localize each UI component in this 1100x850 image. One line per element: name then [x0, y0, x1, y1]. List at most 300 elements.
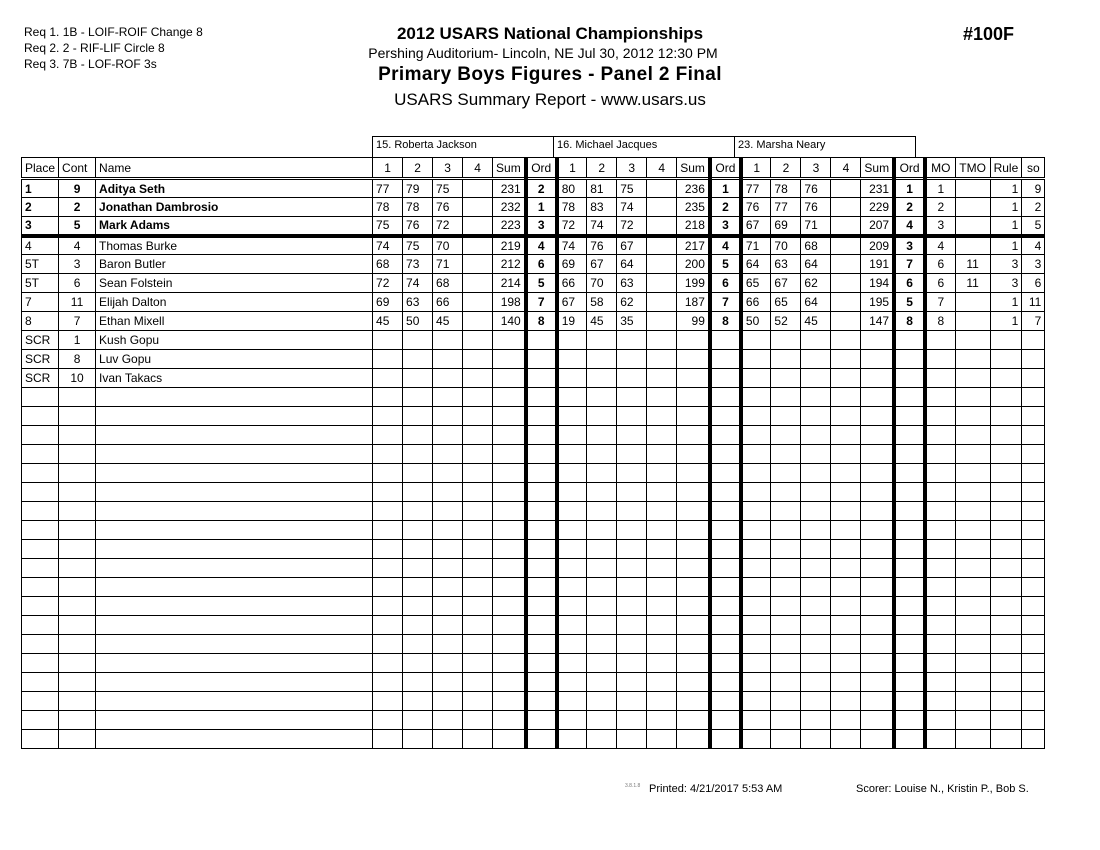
judge-1-ordinal: [526, 426, 557, 445]
rule-cell: [990, 635, 1022, 654]
contestant-number-cell: 2: [59, 198, 96, 217]
place-cell: [22, 559, 59, 578]
judge-1-sum: [493, 464, 526, 483]
judge-1-score-2: 73: [403, 255, 433, 274]
total-majority-ordinal-cell: [955, 350, 990, 369]
judge-2-score-4: [647, 711, 677, 730]
judge-2-score-4: [647, 521, 677, 540]
judge-1-sum: [493, 559, 526, 578]
skater-name-cell: [96, 635, 373, 654]
blank-row: [22, 407, 1045, 426]
skater-row: [22, 236, 1045, 255]
rule-cell: [990, 730, 1022, 749]
skater-name-cell: [96, 616, 373, 635]
majority-ordinal-cell: [925, 369, 955, 388]
judge-1-score-3: [433, 407, 463, 426]
rule-cell: [990, 616, 1022, 635]
judge-3-sum: [861, 426, 894, 445]
contestant-number-cell: 6: [59, 274, 96, 293]
total-majority-ordinal-cell: [955, 540, 990, 559]
majority-ordinal-cell: [925, 711, 955, 730]
majority-ordinal-cell: [925, 692, 955, 711]
judge-3-score-2: [771, 445, 801, 464]
skater-name-cell: Mark Adams: [96, 217, 373, 236]
judge-3-score-2: 77: [771, 198, 801, 217]
judge-2-sum: [677, 597, 710, 616]
total-majority-ordinal-cell: [955, 578, 990, 597]
judge-3-score-1: 65: [741, 274, 771, 293]
judge-3-score-4: [831, 483, 861, 502]
judge-2-score-1: [557, 578, 587, 597]
judge-2-ordinal: 3: [710, 217, 741, 236]
judge-1-score-3: [433, 521, 463, 540]
judge-1-score-2: [403, 464, 433, 483]
blank-row: [22, 521, 1045, 540]
judge-1-score-3: [433, 388, 463, 407]
judge-3-score-3: [801, 730, 831, 749]
skate-order-cell: [1022, 445, 1045, 464]
judge-1-sum: 231: [493, 179, 526, 198]
judge-2-score-4: [647, 502, 677, 521]
judge-1-score-4: [463, 255, 493, 274]
judge-2-sum: [677, 673, 710, 692]
judge-2-score-3: 67: [617, 236, 647, 255]
judge-1-score-4: [463, 654, 493, 673]
contestant-number-cell: [59, 445, 96, 464]
contestant-number-cell: [59, 502, 96, 521]
skate-order-cell: [1022, 578, 1045, 597]
judge-1-score-3: [433, 464, 463, 483]
judge-1-score-2: [403, 426, 433, 445]
judge-2-ordinal: [710, 540, 741, 559]
judge-1-score-4: [463, 293, 493, 312]
judge-1-score-1: [373, 635, 403, 654]
judge-2-ordinal: 1: [710, 179, 741, 198]
judge-1-score-2: 76: [403, 217, 433, 236]
skater-name-cell: [96, 730, 373, 749]
judge-3-ordinal: [894, 578, 925, 597]
software-version: 3.8.1.8: [625, 783, 641, 789]
judge-1-score-4: [463, 426, 493, 445]
judge-2-ordinal: [710, 350, 741, 369]
skater-name-cell: [96, 483, 373, 502]
judge-3-ordinal: [894, 407, 925, 426]
judge-1-sum: [493, 730, 526, 749]
judge-1-ordinal: [526, 578, 557, 597]
judge-3-score-3: [801, 692, 831, 711]
judge-3-ordinal: 3: [894, 236, 925, 255]
judge-1-score-4: [463, 578, 493, 597]
judge-3-score-3: 76: [801, 198, 831, 217]
skater-name-cell: [96, 464, 373, 483]
col-header-score-2: 2: [771, 158, 801, 179]
skate-order-cell: [1022, 597, 1045, 616]
judge-2-score-4: [647, 692, 677, 711]
judge-3-score-1: [741, 502, 771, 521]
judge-1-score-3: [433, 540, 463, 559]
total-majority-ordinal-cell: 11: [955, 274, 990, 293]
judge-3-sum: 209: [861, 236, 894, 255]
judge-1-sum: [493, 521, 526, 540]
rule-cell: 1: [990, 293, 1022, 312]
judge-2-sum: [677, 578, 710, 597]
judge-1-score-4: [463, 350, 493, 369]
judge-1-ordinal: [526, 692, 557, 711]
judge-3-score-4: [831, 692, 861, 711]
judge-1-score-1: [373, 654, 403, 673]
col-header-score-2: 2: [587, 158, 617, 179]
judge-3-score-4: [831, 635, 861, 654]
rule-cell: [990, 445, 1022, 464]
judge-2-score-3: [617, 369, 647, 388]
contestant-number-cell: [59, 521, 96, 540]
judge-2-score-2: 76: [587, 236, 617, 255]
place-cell: [22, 483, 59, 502]
judge-3-sum: [861, 502, 894, 521]
judge-2-ordinal: 7: [710, 293, 741, 312]
judge-3-ordinal: 4: [894, 217, 925, 236]
total-majority-ordinal-cell: [955, 521, 990, 540]
skater-name-cell: [96, 654, 373, 673]
judge-3-ordinal: [894, 369, 925, 388]
judge-1-ordinal: [526, 445, 557, 464]
judge-3-score-1: 64: [741, 255, 771, 274]
judge-2-ordinal: [710, 730, 741, 749]
majority-ordinal-cell: [925, 730, 955, 749]
judge-1-score-4: [463, 483, 493, 502]
judge-3-score-2: 65: [771, 293, 801, 312]
judge-2-score-2: [587, 578, 617, 597]
championship-title: 2012 USARS National Championships: [396, 24, 704, 43]
judge-1-score-4: [463, 559, 493, 578]
judge-3-score-1: [741, 521, 771, 540]
skate-order-cell: [1022, 521, 1045, 540]
judge-1-score-4: [463, 445, 493, 464]
blank-row: [22, 540, 1045, 559]
judge-1-score-3: 70: [433, 236, 463, 255]
judge-1-score-2: [403, 502, 433, 521]
judge-1-score-2: [403, 350, 433, 369]
judge-2-ordinal: [710, 464, 741, 483]
judge-3-score-2: 63: [771, 255, 801, 274]
judge-3-ordinal: [894, 635, 925, 654]
judge-3-score-4: [831, 445, 861, 464]
judge-3-score-4: [831, 521, 861, 540]
skater-row: [22, 217, 1045, 236]
judge-3-sum: [861, 521, 894, 540]
skate-order-cell: [1022, 692, 1045, 711]
skate-order-cell: [1022, 616, 1045, 635]
majority-ordinal-cell: [925, 388, 955, 407]
place-cell: [22, 597, 59, 616]
rule-cell: [990, 559, 1022, 578]
skater-name-cell: Sean Folstein: [96, 274, 373, 293]
judge-1-score-1: [373, 692, 403, 711]
judge-3-sum: [861, 616, 894, 635]
judge-1-score-2: [403, 407, 433, 426]
judge-2-sum: [677, 369, 710, 388]
judge-3-ordinal: [894, 692, 925, 711]
majority-ordinal-cell: [925, 635, 955, 654]
judge-2-sum: [677, 388, 710, 407]
place-cell: [22, 616, 59, 635]
blank-row: [22, 673, 1045, 692]
judge-3-score-4: [831, 711, 861, 730]
judge-1-ordinal: [526, 673, 557, 692]
judge-3-score-1: [741, 483, 771, 502]
rule-cell: [990, 502, 1022, 521]
total-majority-ordinal-cell: [955, 692, 990, 711]
judge-2-ordinal: [710, 445, 741, 464]
judge-2-ordinal: 4: [710, 236, 741, 255]
judge-2-score-3: [617, 616, 647, 635]
place-cell: [22, 654, 59, 673]
col-header-score-4: 4: [647, 158, 677, 179]
judge-3-score-3: [801, 426, 831, 445]
judge-3-score-2: [771, 730, 801, 749]
contestant-number-cell: 1: [59, 331, 96, 350]
judge-3-score-4: [831, 540, 861, 559]
requirement-3: Req 3. 7B - LOF-ROF 3s: [24, 57, 157, 71]
judge-2-ordinal: [710, 521, 741, 540]
judge-2-score-2: [587, 673, 617, 692]
rule-cell: [990, 483, 1022, 502]
total-majority-ordinal-cell: 11: [955, 255, 990, 274]
judge-1-ordinal: [526, 407, 557, 426]
skate-order-cell: [1022, 369, 1045, 388]
skate-order-cell: [1022, 711, 1045, 730]
judge-2-score-1: [557, 616, 587, 635]
majority-ordinal-cell: 1: [925, 179, 955, 198]
judge-3-score-3: 71: [801, 217, 831, 236]
col-header-ord: Ord: [526, 158, 557, 179]
judge-3-score-2: [771, 426, 801, 445]
judge-1-score-1: [373, 673, 403, 692]
judge-1-score-1: [373, 521, 403, 540]
place-cell: [22, 711, 59, 730]
contestant-number-cell: [59, 407, 96, 426]
judge-3-score-3: 76: [801, 179, 831, 198]
judge-1-ordinal: [526, 711, 557, 730]
majority-ordinal-cell: 7: [925, 293, 955, 312]
judge-1-score-2: [403, 673, 433, 692]
judge-2-score-3: [617, 521, 647, 540]
contestant-number-cell: [59, 730, 96, 749]
judge-2-score-2: [587, 635, 617, 654]
judge-2-score-2: [587, 711, 617, 730]
judge-2-score-1: 67: [557, 293, 587, 312]
col-header-score-1: 1: [373, 158, 403, 179]
judge-3-ordinal: [894, 464, 925, 483]
judge-3-score-3: 64: [801, 293, 831, 312]
judge-1-score-1: [373, 331, 403, 350]
judge-1-score-1: 72: [373, 274, 403, 293]
judge-2-score-1: [557, 483, 587, 502]
judge-2-score-4: [647, 673, 677, 692]
skater-name-cell: Luv Gopu: [96, 350, 373, 369]
judge-3-score-2: 78: [771, 179, 801, 198]
judge-3-score-1: [741, 540, 771, 559]
judge-2-score-1: [557, 540, 587, 559]
blank-row: [22, 502, 1045, 521]
judge-2-score-1: 74: [557, 236, 587, 255]
judge-3-ordinal: 5: [894, 293, 925, 312]
judge-1-score-4: [463, 388, 493, 407]
judge-3-score-1: [741, 673, 771, 692]
skate-order-cell: [1022, 407, 1045, 426]
judge-3-score-2: [771, 502, 801, 521]
judge-3-ordinal: [894, 350, 925, 369]
judge-2-sum: [677, 540, 710, 559]
judge-3-sum: 191: [861, 255, 894, 274]
contestant-number-cell: 5: [59, 217, 96, 236]
judge-3-score-3: 64: [801, 255, 831, 274]
judge-2-score-1: [557, 730, 587, 749]
judge-3-ordinal: [894, 521, 925, 540]
judge-2-score-3: [617, 407, 647, 426]
judge-3-score-2: [771, 464, 801, 483]
judge-2-score-3: 63: [617, 274, 647, 293]
place-cell: 4: [22, 236, 59, 255]
judge-header-1: 15. Roberta Jackson: [372, 136, 554, 157]
judge-1-score-1: 45: [373, 312, 403, 331]
judge-1-sum: 198: [493, 293, 526, 312]
contestant-number-cell: [59, 483, 96, 502]
skate-order-cell: [1022, 350, 1045, 369]
judge-2-score-1: [557, 692, 587, 711]
judge-1-score-2: [403, 654, 433, 673]
judge-1-score-4: [463, 464, 493, 483]
contestant-number-cell: [59, 654, 96, 673]
place-cell: SCR: [22, 369, 59, 388]
judge-3-score-4: [831, 464, 861, 483]
judge-2-score-3: [617, 540, 647, 559]
judge-2-score-1: 69: [557, 255, 587, 274]
judge-3-score-4: [831, 236, 861, 255]
judge-1-score-3: 68: [433, 274, 463, 293]
judge-2-score-2: [587, 692, 617, 711]
judge-1-score-3: [433, 502, 463, 521]
place-cell: [22, 635, 59, 654]
col-header-mo: MO: [925, 158, 955, 179]
judge-1-score-2: [403, 369, 433, 388]
majority-ordinal-cell: 2: [925, 198, 955, 217]
judge-1-ordinal: 2: [526, 179, 557, 198]
judge-2-sum: [677, 426, 710, 445]
judge-1-score-1: 69: [373, 293, 403, 312]
event-name: Primary Boys Figures - Panel 2 Final: [378, 64, 722, 85]
judge-3-score-3: [801, 369, 831, 388]
judge-2-score-4: [647, 635, 677, 654]
contestant-number-cell: [59, 692, 96, 711]
judge-1-score-4: [463, 179, 493, 198]
judge-3-ordinal: [894, 445, 925, 464]
judge-2-score-1: [557, 521, 587, 540]
judge-2-score-4: [647, 616, 677, 635]
judge-3-score-4: [831, 179, 861, 198]
judge-1-score-4: [463, 597, 493, 616]
judge-2-ordinal: [710, 388, 741, 407]
judge-2-score-4: [647, 388, 677, 407]
skater-row: [22, 198, 1045, 217]
judge-2-ordinal: [710, 711, 741, 730]
judge-2-ordinal: [710, 673, 741, 692]
printed-timestamp: Printed: 4/21/2017 5:53 AM: [649, 783, 783, 795]
judge-2-sum: [677, 483, 710, 502]
judge-3-sum: [861, 692, 894, 711]
judge-2-score-2: [587, 331, 617, 350]
blank-row: [22, 616, 1045, 635]
rule-cell: 1: [990, 312, 1022, 331]
judge-3-score-4: [831, 578, 861, 597]
total-majority-ordinal-cell: [955, 445, 990, 464]
judge-2-score-4: [647, 540, 677, 559]
judge-1-sum: [493, 502, 526, 521]
judge-2-sum: [677, 692, 710, 711]
contestant-number-cell: [59, 578, 96, 597]
skater-row: [22, 179, 1045, 198]
judge-3-ordinal: [894, 559, 925, 578]
contestant-number-cell: 4: [59, 236, 96, 255]
judge-3-ordinal: 6: [894, 274, 925, 293]
judge-3-score-1: [741, 464, 771, 483]
judge-2-score-3: [617, 464, 647, 483]
judge-3-score-2: [771, 654, 801, 673]
judge-2-sum: [677, 502, 710, 521]
judge-1-score-4: [463, 198, 493, 217]
judge-1-score-4: [463, 730, 493, 749]
majority-ordinal-cell: [925, 445, 955, 464]
judge-3-score-1: 66: [741, 293, 771, 312]
judge-2-sum: 200: [677, 255, 710, 274]
judge-2-score-1: [557, 464, 587, 483]
rule-cell: 1: [990, 236, 1022, 255]
judge-3-score-4: [831, 388, 861, 407]
judge-2-score-1: 19: [557, 312, 587, 331]
total-majority-ordinal-cell: [955, 464, 990, 483]
judge-3-score-4: [831, 350, 861, 369]
judge-1-score-2: 74: [403, 274, 433, 293]
contestant-number-cell: 10: [59, 369, 96, 388]
judge-2-sum: 99: [677, 312, 710, 331]
skate-order-cell: [1022, 540, 1045, 559]
col-header-tmo: TMO: [955, 158, 990, 179]
judge-1-ordinal: [526, 540, 557, 559]
skater-name-cell: [96, 692, 373, 711]
results-table: [21, 157, 1045, 749]
judge-1-score-3: 75: [433, 179, 463, 198]
majority-ordinal-cell: [925, 578, 955, 597]
judge-2-score-2: 83: [587, 198, 617, 217]
judge-2-score-2: [587, 654, 617, 673]
judge-2-score-3: 35: [617, 312, 647, 331]
rule-cell: [990, 388, 1022, 407]
judge-3-score-2: [771, 692, 801, 711]
place-cell: 3: [22, 217, 59, 236]
judge-2-ordinal: [710, 369, 741, 388]
judge-3-sum: [861, 540, 894, 559]
judge-2-sum: [677, 445, 710, 464]
col-header-score-1: 1: [741, 158, 771, 179]
judge-3-ordinal: [894, 483, 925, 502]
judge-2-score-3: [617, 578, 647, 597]
rule-cell: [990, 597, 1022, 616]
judge-1-sum: [493, 597, 526, 616]
judge-1-ordinal: [526, 331, 557, 350]
judge-2-score-1: 66: [557, 274, 587, 293]
skate-order-cell: [1022, 730, 1045, 749]
judge-3-score-2: [771, 711, 801, 730]
